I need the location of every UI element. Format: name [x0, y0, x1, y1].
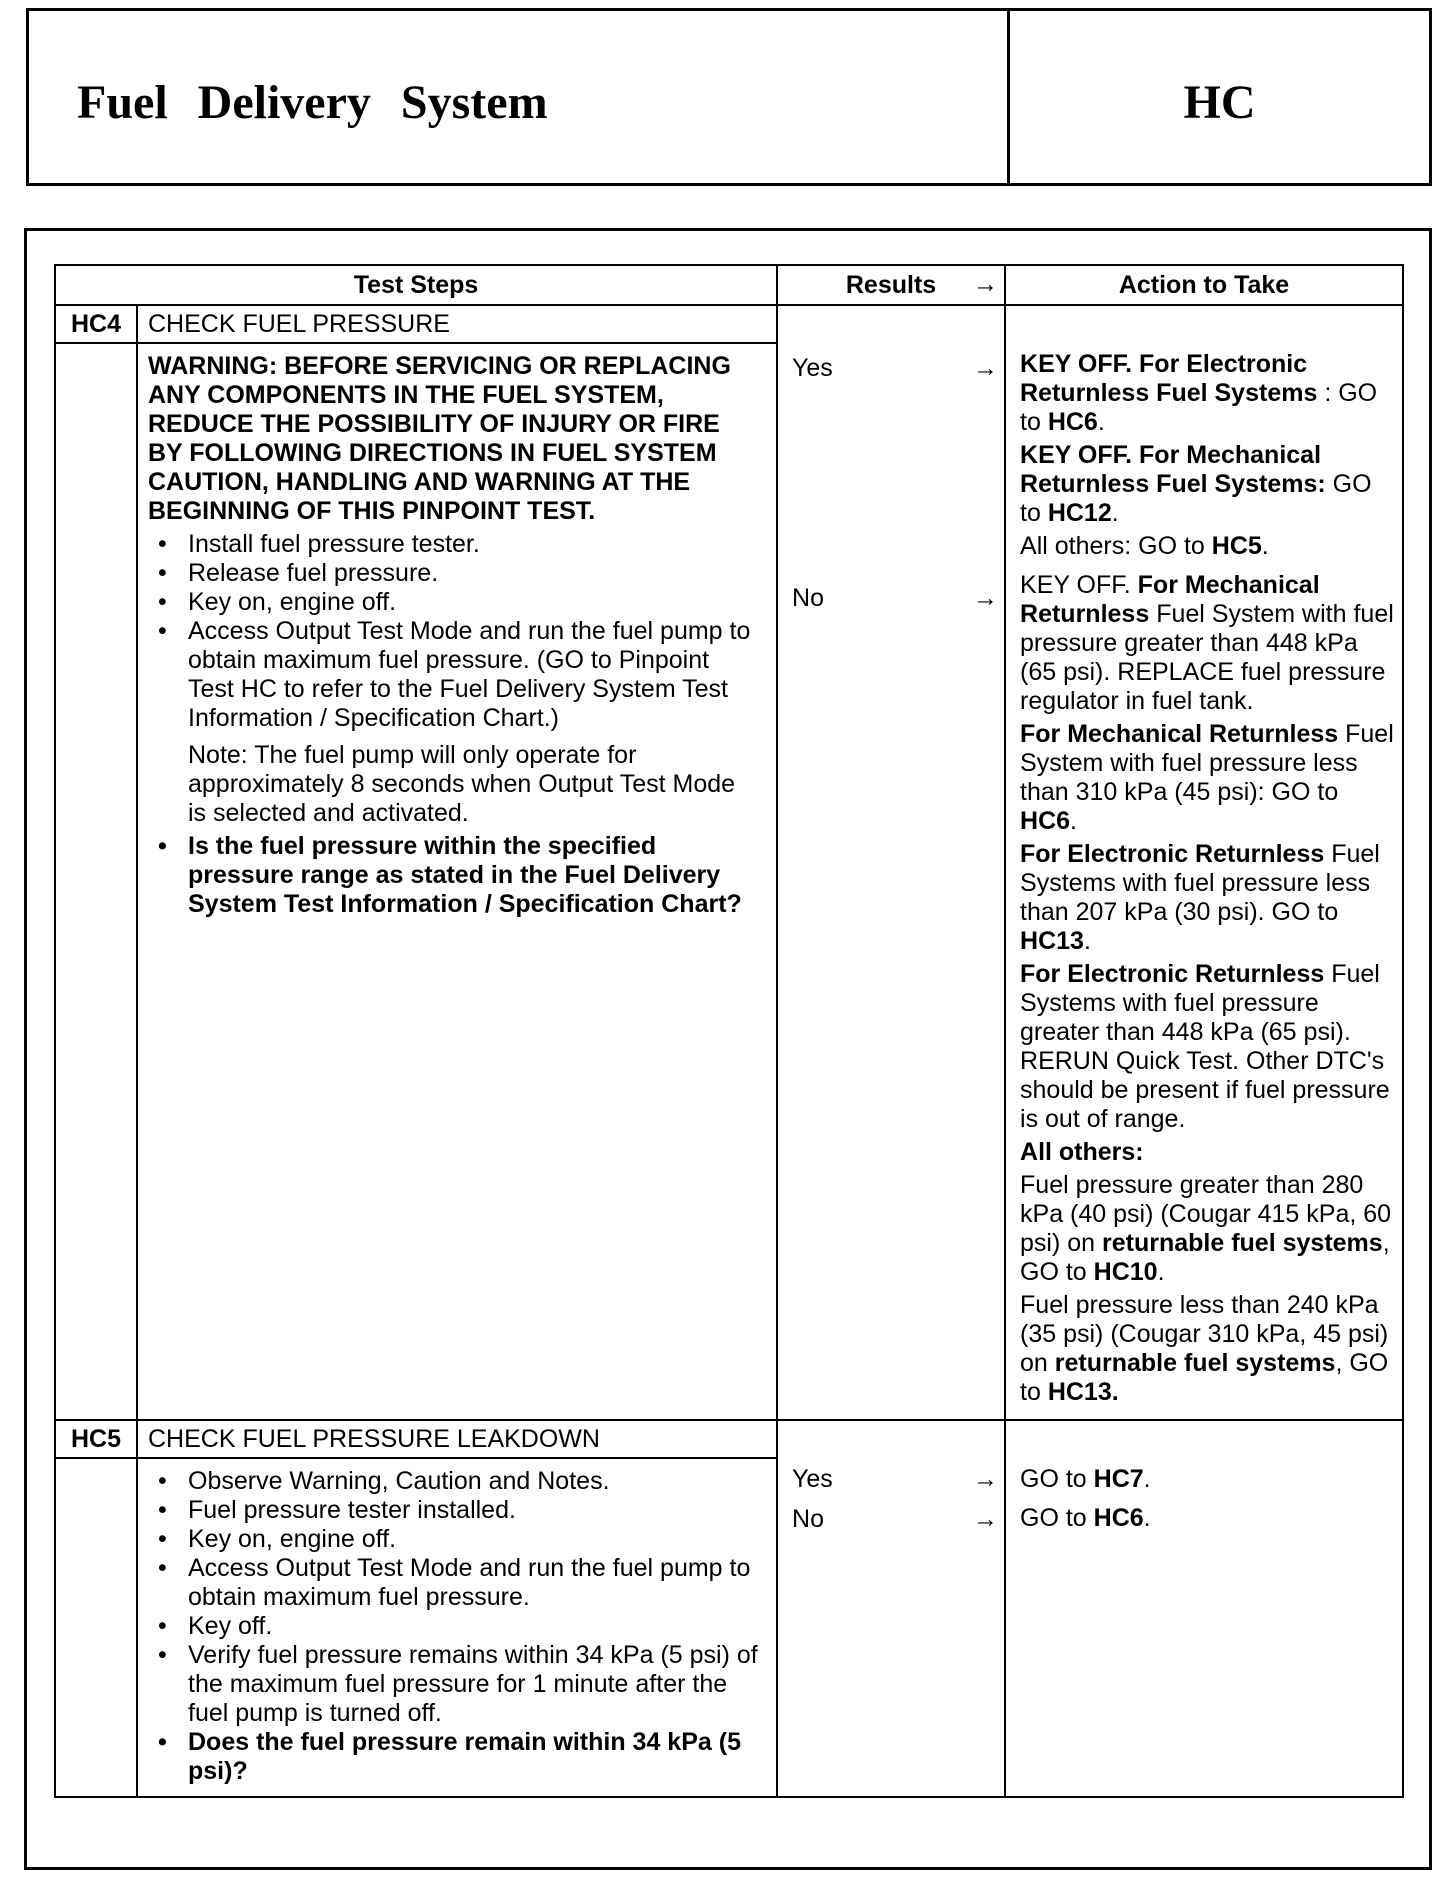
list-item: • Key on, engine off. — [148, 1525, 760, 1554]
col-results-label: Results — [845, 270, 937, 299]
hc5-step-list — [148, 1467, 760, 1786]
action-no-6: Fuel pressure greater than 280 kPa (40 psi) (Cougar 415 kPa, 60 psi) on returnable fuel systems, GO to HC10. — [1020, 1171, 1392, 1286]
action-no-5: All others: — [1020, 1138, 1144, 1166]
note-text: Note: The fuel pump will only operate for approximately 8 seconds when Output Test Mode is selected and activated. — [188, 741, 736, 827]
action-yes-1: KEY OFF. For Electronic Returnless Fuel Systems : GO to HC6. — [1020, 350, 1378, 436]
arrow-icon: → — [973, 1505, 999, 1533]
action-no: GO to HC6. — [1020, 1504, 1151, 1532]
list-item: • Observe Warning, Caution and Notes. — [148, 1467, 760, 1496]
action-no-1: KEY OFF. For Mechanical Returnless Fuel System with fuel pressure greater than 448 kPa (65 psi). REPLACE fuel pressure regulator in fuel tank. — [1020, 571, 1394, 715]
list-item: • Release fuel pressure. — [148, 559, 760, 588]
action-yes-3: All others: GO to HC5. — [1020, 532, 1269, 560]
action-no-2: For Mechanical Returnless Fuel System with fuel pressure less than 310 kPa (45 psi): GO to HC6. — [1020, 720, 1394, 835]
list-item: • Install fuel pressure tester. — [148, 530, 760, 559]
arrow-icon: → — [973, 584, 999, 612]
action-no-7: Fuel pressure less than 240 kPa (35 psi) (Cougar 310 kPa, 45 psi) on returnable fuel systems, GO to HC13. — [1020, 1291, 1389, 1406]
step-id-hc5: HC5 — [55, 1420, 137, 1458]
col-action: Action to Take — [1005, 265, 1403, 305]
list-item: • Fuel pressure tester installed. — [148, 1496, 760, 1525]
hc4-results — [777, 305, 1005, 1420]
hc5-actions — [1005, 1420, 1403, 1797]
list-item: • Access Output Test Mode and run the fuel pump to obtain maximum fuel pressure. (GO to Pinpoint Test HC to refer to the Fuel Delivery System Test Information / Specification Chart.) — [148, 617, 760, 733]
arrow-icon: → — [973, 270, 999, 298]
arrow-icon: → — [973, 354, 999, 382]
table-header-row — [55, 265, 1403, 305]
page-header — [26, 8, 1432, 186]
col-results — [777, 265, 1005, 305]
list-item: • Access Output Test Mode and run the fuel pump to obtain maximum fuel pressure. — [148, 1554, 760, 1612]
pinpoint-test-table — [54, 264, 1404, 1798]
step-title-hc5: CHECK FUEL PRESSURE LEAKDOWN — [137, 1420, 777, 1458]
hc4-steps — [137, 343, 777, 1420]
result-no-label: No — [792, 584, 824, 612]
result-yes-label: Yes — [792, 354, 833, 382]
action-no-4: For Electronic Returnless Fuel Systems with fuel pressure greater than 448 kPa (65 psi). RERUN Quick Test. Other DTC's should be present if fuel pressure is out of range. — [1020, 960, 1390, 1133]
hc4-actions — [1005, 305, 1403, 1420]
list-item: • Key off. — [148, 1612, 760, 1641]
result-no-label: No — [792, 1505, 824, 1533]
result-yes — [792, 354, 998, 383]
col-test-steps: Test Steps — [55, 265, 777, 305]
result-no — [792, 584, 998, 613]
hc4-title-row — [55, 305, 1403, 343]
question-hc5: • Does the fuel pressure remain within 34 kPa (5 psi)? — [148, 1728, 760, 1786]
hc4-step-list — [148, 530, 760, 733]
result-yes — [792, 1465, 998, 1494]
page-title: Fuel Delivery System — [77, 76, 548, 129]
action-yes: GO to HC7. — [1020, 1465, 1151, 1493]
question-hc4: • Is the fuel pressure within the specified pressure range as stated in the Fuel Delivery System Test Information / Specification Chart? — [148, 832, 760, 919]
list-item: • Verify fuel pressure remains within 34 kPa (5 psi) of the maximum fuel pressure for 1 minute after the fuel pump is turned off. — [148, 1641, 760, 1728]
warning-text: WARNING: BEFORE SERVICING OR REPLACING ANY COMPONENTS IN THE FUEL SYSTEM, REDUCE THE POSSIBILITY OF INJURY OR FIRE BY FOLLOWING DIRECTIONS IN FUEL SYSTEM CAUTION, HANDLING AND WARNING AT THE BEGINNING OF THIS PINPOINT TEST. — [148, 352, 731, 525]
list-item: • Key on, engine off. — [148, 588, 760, 617]
hc5-title-row — [55, 1420, 1403, 1458]
step-title-hc4: CHECK FUEL PRESSURE — [137, 305, 777, 343]
action-yes-2: KEY OFF. For Mechanical Returnless Fuel Systems: GO to HC12. — [1020, 441, 1372, 527]
result-no — [792, 1505, 998, 1534]
result-yes-label: Yes — [792, 1465, 833, 1493]
hc5-steps — [137, 1458, 777, 1797]
action-no-3: For Electronic Returnless Fuel Systems with fuel pressure less than 207 kPa (30 psi). GO to HC13. — [1020, 840, 1380, 955]
step-id-hc4: HC4 — [55, 305, 137, 343]
section-code: HC — [1183, 76, 1256, 129]
arrow-icon: → — [973, 1465, 999, 1493]
hc5-results — [777, 1420, 1005, 1797]
